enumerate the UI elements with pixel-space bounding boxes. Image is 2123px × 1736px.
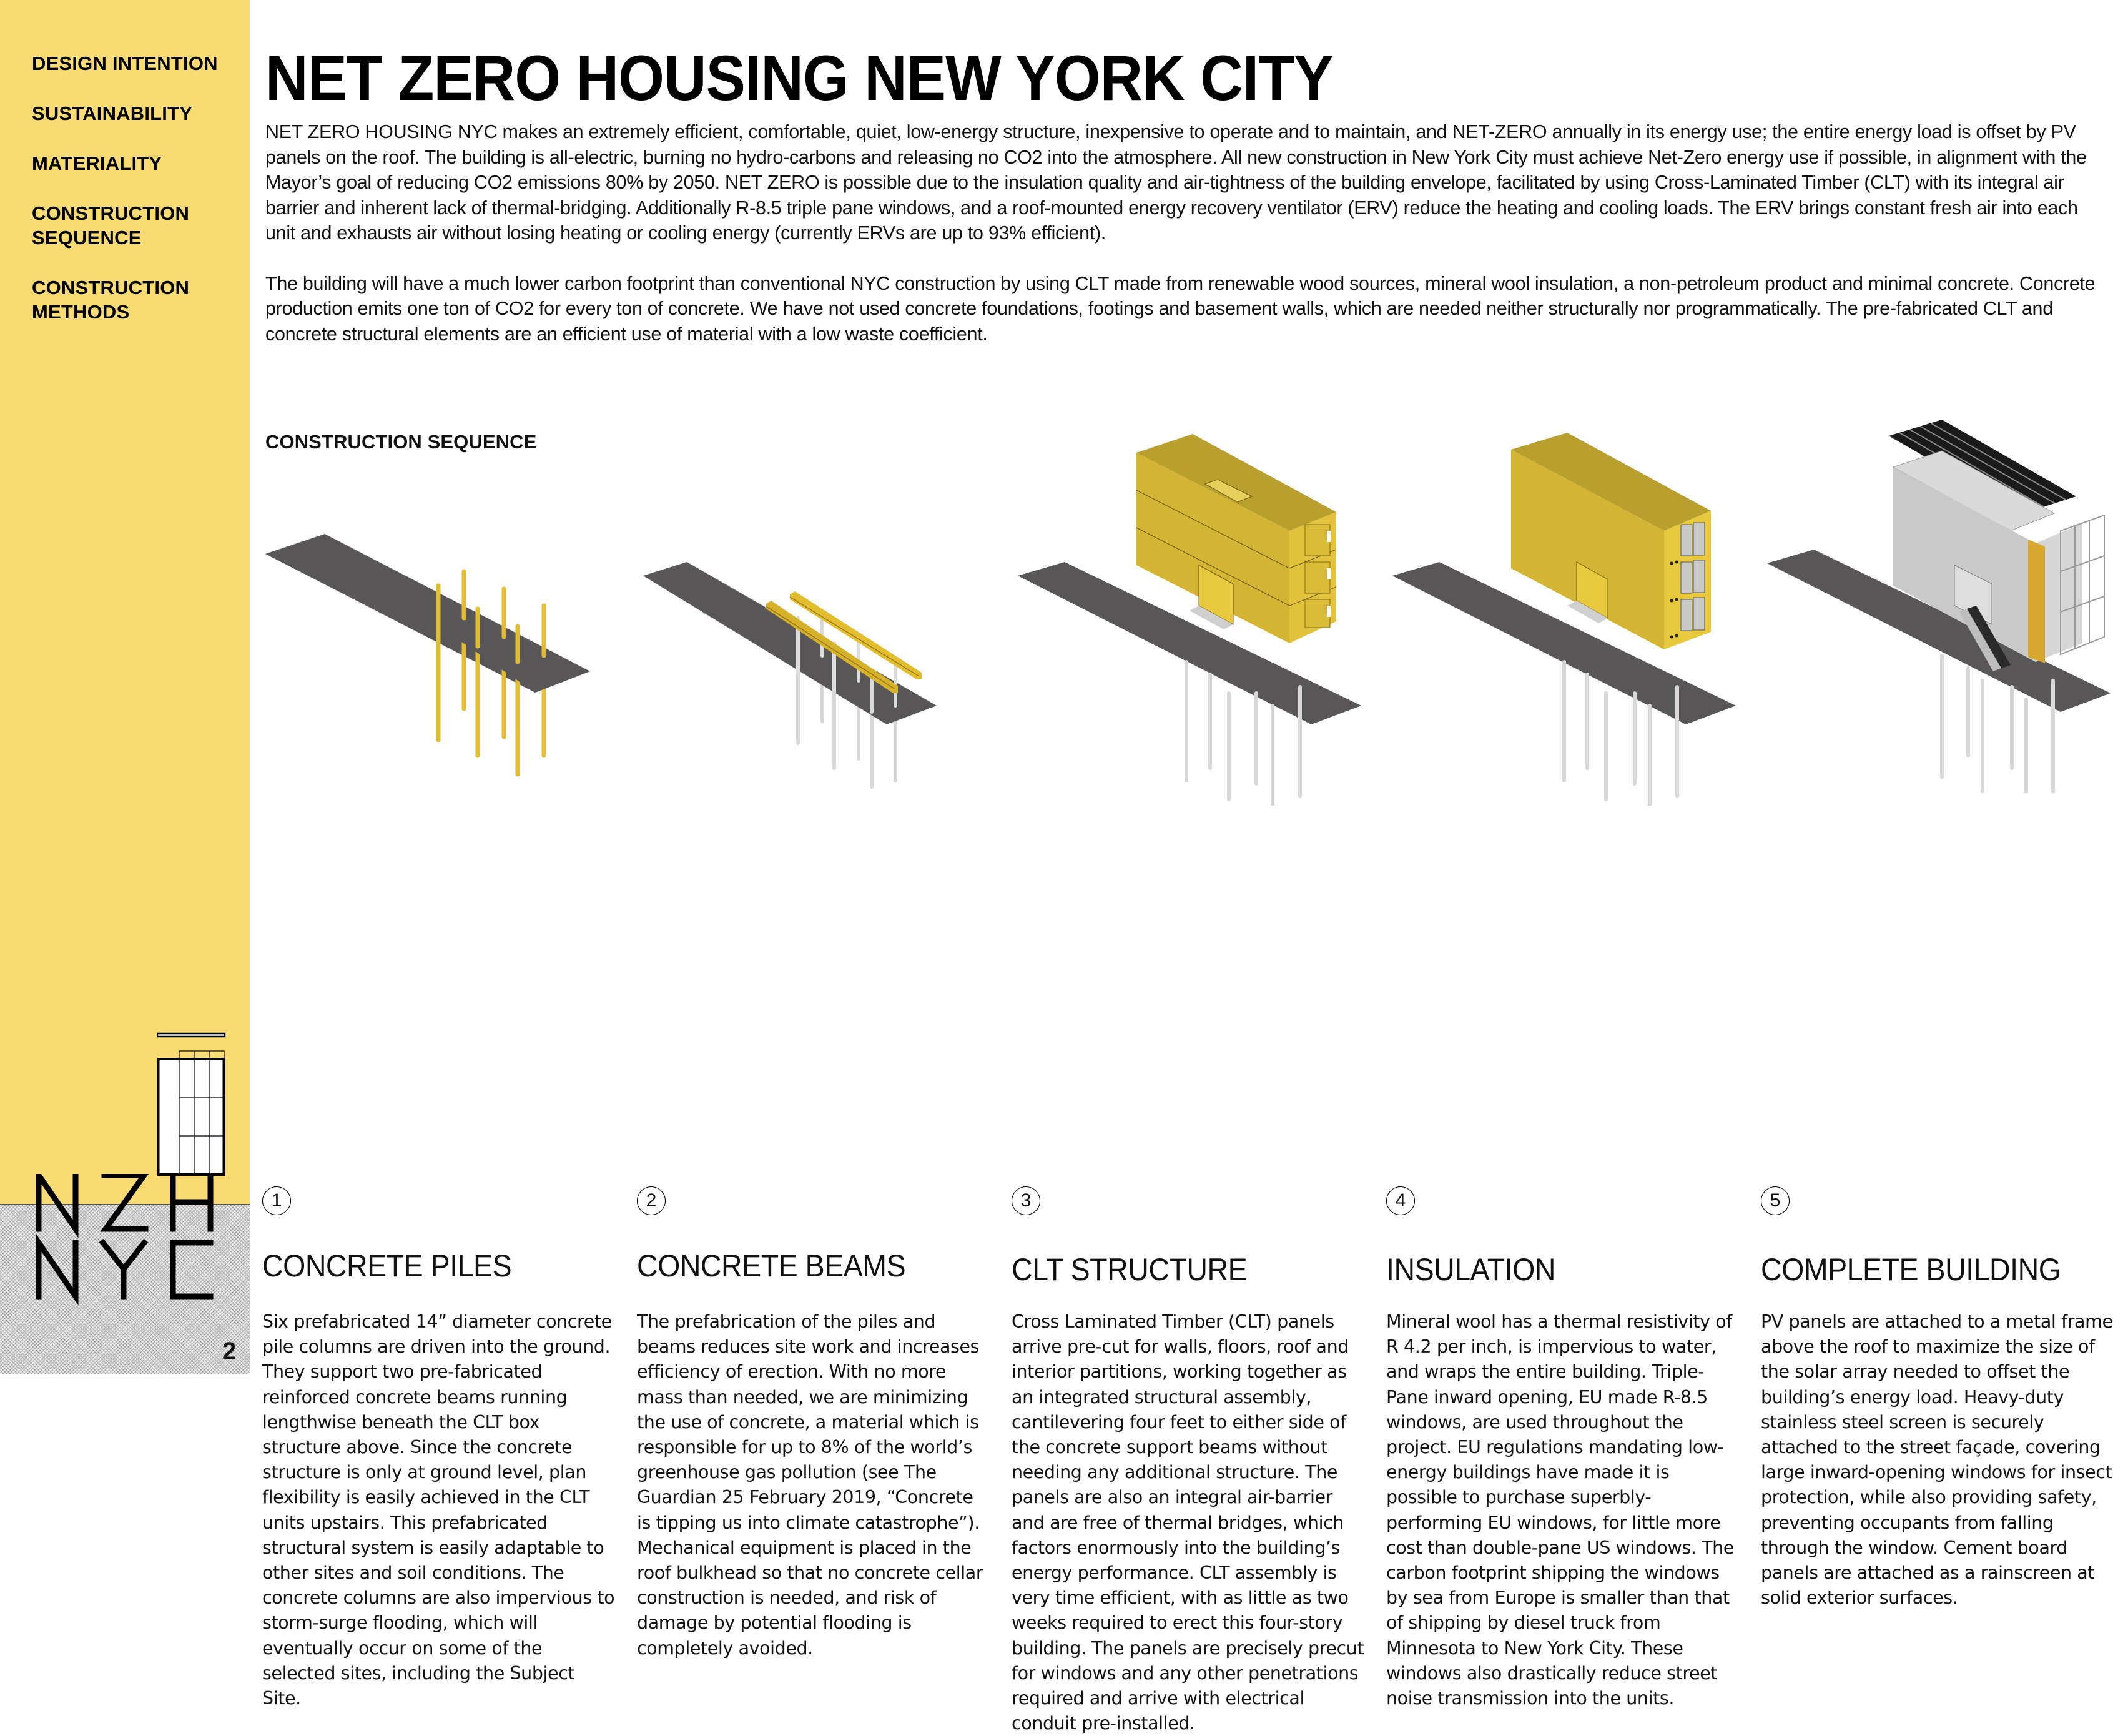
step-number-badge: 2 (637, 1186, 666, 1215)
section-label-construction-sequence: CONSTRUCTION SEQUENCE (265, 431, 537, 453)
step-number-badge: 1 (262, 1186, 291, 1215)
step-number-badge: 3 (1012, 1186, 1040, 1215)
nav-item-sustainability[interactable]: SUSTAINABILITY (32, 102, 193, 124)
step-heading: CLT STRUCTURE (1012, 1252, 1248, 1287)
nav-item-materiality[interactable]: MATERIALITY (32, 152, 162, 174)
insulation-diagram (1386, 431, 1761, 806)
step-insulation (1386, 431, 1736, 1709)
nav-item-construction-sequence[interactable]: CONSTRUCTION SEQUENCE (32, 202, 190, 249)
intro-paragraph: NET ZERO HOUSING NYC makes an extremely efficient, comfortable, quiet, low-energy structure, inexpensive to operate and to maintain, and NET-ZERO annually in its energy use; the entire energy load is offset by PV panels on the roof. The building is all-electric, burning no hydro-carbons and releasing no CO2 into the atmosphere. All new construction in New York City must achieve Net-Zero energy use if possible, in alignment with the Mayor’s goal of reducing CO2 emissions 80% by 2050. NET ZERO is possible due to the insulation quality and air-tightness of the building envelope, facilitated by using Cross-Laminated Timber (CLT) with its integral air barrier and inherent lack of thermal-bridging. Additionally R-8.5 triple pane windows, and a roof-mounted energy recovery ventilator (ERV) reduce the heating and cooling loads. The ERV brings constant fresh air into each unit and exhausts air without losing heating or cooling energy (currently ERVs are up to 93% efficient). (265, 121, 2087, 244)
sidebar-nav (32, 51, 244, 350)
step-number-badge: 5 (1761, 1186, 1790, 1215)
step-description: Cross Laminated Timber (CLT) panels arrive pre-cut for walls, floors, roof and interior partitions, working together as an integrated structural assembly, cantilevering four feet to either side of the concrete support beams without needing any additional structure. The panels are also an integral air-barrier and are free of thermal bridges, which factors enormously into the building’s energy performance. CLT assembly is very time efficient, with as little as two weeks required to erect this four-story building. The panels are precisely precut for windows and any other penetrations required and arrive with electrical conduit pre-installed. (1012, 1311, 1364, 1734)
step-heading: INSULATION (1386, 1252, 1555, 1287)
step-clt-structure (1012, 431, 1364, 1734)
page-title: NET ZERO HOUSING NEW YORK CITY (265, 42, 1333, 114)
step-heading: CONCRETE PILES (262, 1248, 512, 1283)
step-heading: CONCRETE BEAMS (637, 1248, 906, 1283)
step-complete-building (1761, 431, 2113, 1609)
building-plan-icon (157, 1032, 227, 1176)
intro-text (265, 119, 2107, 372)
step-description: PV panels are attached to a metal frame above the roof to maximize the size of the solar array needed to offset the building’s energy load. Heavy-duty stainless steel screen is securely attached to the street façade, covering large inward-opening windows for insect protection, while also providing safety, preventing occupants from falling through the window. Cement board panels are attached as a rainscreen at solid exterior surfaces. (1761, 1311, 2113, 1609)
step-concrete-beams (637, 431, 987, 1659)
step-description: Mineral wool has a thermal resistivity of R 4.2 per inch, is impervious to water, and wraps the entire building. Triple-Pane inward opening, EU made R-8.5 windows, are used throughout the project. EU regulations mandating low-energy buildings have made it is possible to purchase superbly-performing EU windows, for little more cost than double-pane US windows. The carbon footprint shipping the windows by sea from Europe is smaller than that of shipping by diesel truck from Minnesota to New York City. These windows also drastically reduce street noise transmission into the units. (1386, 1311, 1734, 1709)
concrete-piles-diagram (262, 431, 637, 806)
step-number-badge: 4 (1386, 1186, 1415, 1215)
step-description: The prefabrication of the piles and beams reduces site work and increases efficiency of erection. With no more mass than needed, we are minimizing the use of concrete, a material which is responsible for up to 8% of the world’s greenhouse gas pollution (see The Guardian 25 February 2019, “Concrete is tipping us into climate catastrophe”). Mechanical equipment is placed in the roof bulkhead so that no concrete cellar construction is needed, and risk of damage by potential flooding is completely avoided. (637, 1311, 983, 1659)
step-concrete-piles (262, 431, 615, 1709)
page-number: 2 (222, 1338, 237, 1365)
concrete-beams-diagram (637, 431, 1012, 806)
nav-item-design-intention[interactable]: DESIGN INTENTION (32, 52, 218, 74)
sidebar (0, 0, 250, 1374)
step-heading: COMPLETE BUILDING (1761, 1252, 2061, 1287)
intro-paragraph: The building will have a much lower carbon footprint than conventional NYC construction by using CLT made from renewable wood sources, mineral wool insulation, a non-petroleum product and minimal concrete. Concrete production emits one ton of CO2 for every ton of concrete. We have not used concrete foundations, footings and basement walls, which are needed neither structurally nor programmatically. The pre-fabricated CLT and concrete structural elements are an efficient use of material with a low waste coefficient. (265, 272, 2096, 345)
step-description: Six prefabricated 14” diameter concrete pile columns are driven into the ground. They support two pre-fabricated reinforced concrete beams running lengthwise beneath the CLT box structure above. Since the concrete structure is only at ground level, plan flexibility is easily achieved in the CLT units upstairs. This prefabricated structural system is easily adaptable to other sites and soil conditions. The concrete columns are also impervious to storm-surge flooding, which will eventually occur on some of the selected sites, including the Subject Site. (262, 1311, 615, 1709)
complete-building-diagram (1761, 418, 2123, 793)
clt-structure-diagram (1012, 431, 1386, 806)
nav-item-construction-methods[interactable]: CONSTRUCTION METHODS (32, 277, 190, 323)
nzh-nyc-logo (34, 1174, 222, 1330)
